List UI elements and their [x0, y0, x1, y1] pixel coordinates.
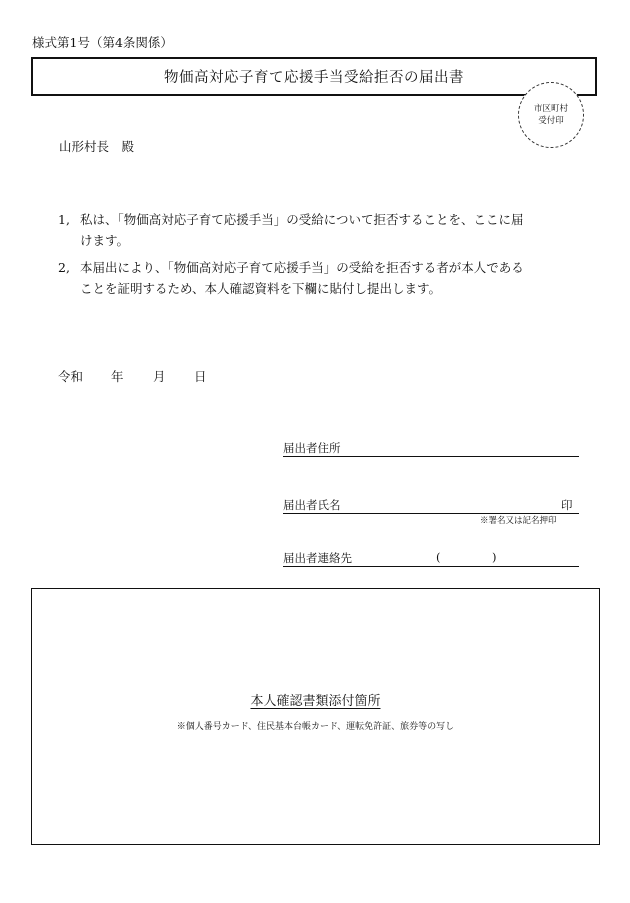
seal-mark: 印: [561, 498, 573, 512]
applicant-address-label: 届出者住所: [283, 441, 341, 455]
applicant-contact-label: 届出者連絡先: [283, 551, 352, 565]
item-number: 1,: [58, 212, 70, 227]
applicant-contact-field[interactable]: [283, 550, 579, 567]
stamp-label-line1: 市区町村: [533, 104, 568, 114]
addressee: 山形村長 殿: [59, 139, 135, 154]
document-title: 物価高対応子育て応援手当受給拒否の届出書: [164, 70, 464, 86]
statement-item-1: [58, 209, 578, 251]
item-text-line1: 本届出により、「物価高対応子育て応援手当」の受給を拒否する者が本人である: [80, 260, 524, 275]
applicant-address-field[interactable]: [283, 440, 579, 457]
document-title-box: [31, 57, 597, 96]
item-text-line2: ことを証明するため、本人確認資料を下欄に貼付し提出します。: [80, 281, 442, 296]
item-text-line1: 私は、「物価高対応子育て応援手当」の受給について拒否することを、ここに届: [80, 212, 524, 227]
applicant-name-field[interactable]: [283, 497, 579, 514]
date-year-label: 年: [111, 369, 124, 384]
statement-item-2: [58, 257, 578, 299]
date-era: 令和: [58, 369, 84, 384]
form-number: 様式第1号（第4条関係）: [32, 35, 173, 50]
attachment-title: 本人確認書類添付箇所: [250, 694, 381, 709]
date-month-label: 月: [153, 369, 166, 384]
reception-stamp-circle: [518, 82, 584, 148]
stamp-label-line2: 受付印: [538, 116, 564, 126]
attachment-note: ※個人番号カード、住民基本台帳カード、運転免許証、旅券等の写し: [176, 722, 455, 732]
date-day-label: 日: [194, 369, 207, 384]
item-number: 2,: [58, 260, 70, 275]
contact-paren-close: ): [492, 550, 497, 564]
applicant-name-label: 届出者氏名: [283, 498, 341, 512]
date-row: [58, 367, 218, 385]
contact-paren-open: (: [436, 550, 441, 564]
item-text-line2: けます。: [80, 233, 130, 248]
id-document-attachment-area[interactable]: [31, 588, 600, 845]
signature-note: ※署名又は記名押印: [480, 516, 557, 526]
